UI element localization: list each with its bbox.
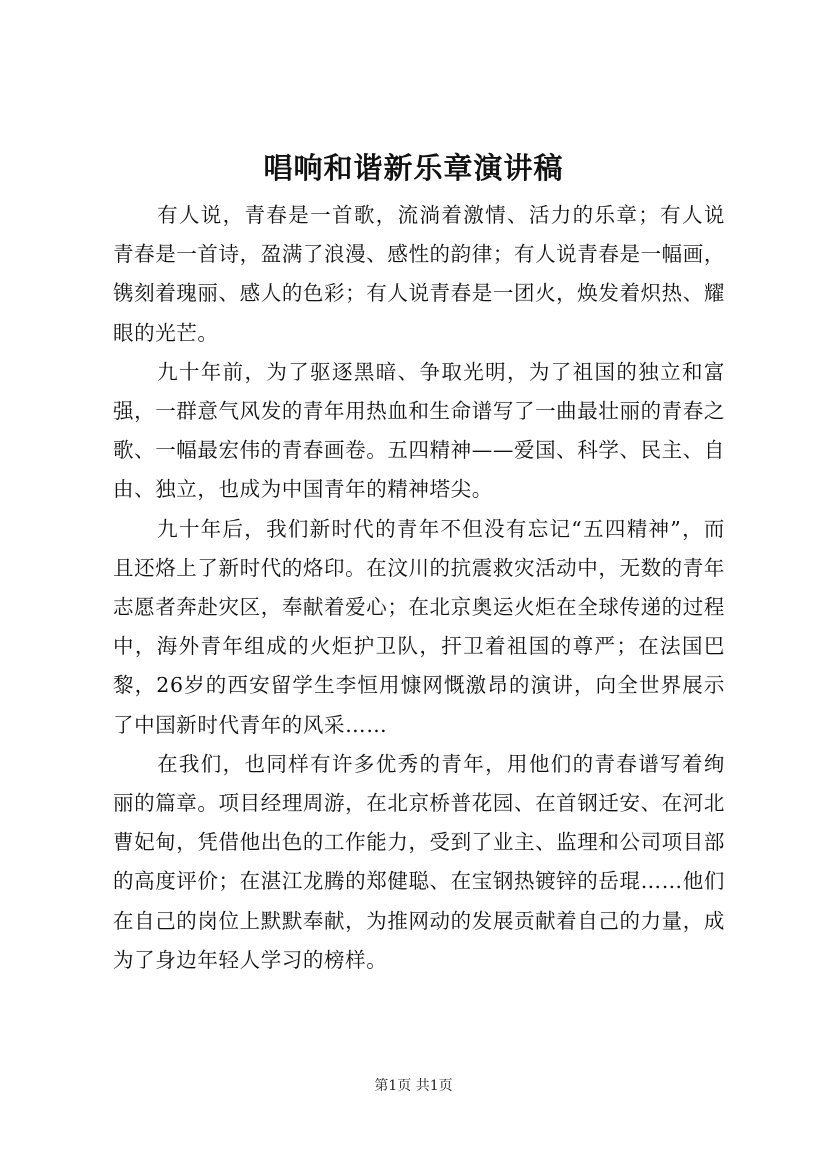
document-title: 唱响和谐新乐章演讲稿 bbox=[263, 151, 564, 185]
page-footer: 第1页 共1页 bbox=[374, 1078, 453, 1094]
document-body bbox=[113, 196, 725, 980]
paragraph-1: 有人说，青春是一首歌，流淌着激情、活力的乐章；有人说青春是一首诗，盈满了浪漫、感性的韵律；有人说青春是一幅画，镌刻着瑰丽、感人的色彩；有人说青春是一团火，焕发着炽热、耀眼的光芒。 bbox=[113, 203, 725, 345]
paragraph-3: 九十年后，我们新时代的青年不但没有忘记“五四精神”，而且还烙上了新时代的烙印。在汶川的抗震救灾活动中，无数的青年志愿者奔赴灾区，奉献着爱心；在北京奥运火炬在全球传递的过程中，海外青年组成的火炬护卫队，扞卫着祖国的尊严；在法国巴黎，26岁的西安留学生李恒用慷网慨激昂的演讲，向全世界展示了中国新时代青年的风采…… bbox=[113, 516, 725, 737]
paragraph-2: 九十年前，为了驱逐黑暗、争取光明，为了祖国的独立和富强，一群意气风发的青年用热血和生命谱写了一曲最壮丽的青春之歌、一幅最宏伟的青春画卷。五四精神——爱国、科学、民主、自由、独立，也成为中国青年的精神塔尖。 bbox=[113, 359, 725, 502]
paragraph-4: 在我们，也同样有许多优秀的青年，用他们的青春谱写着绚丽的篇章。项目经理周游，在北京桥普花园、在首钢迁安、在河北曹妃甸，凭借他出色的工作能力，受到了业主、监理和公司项目部的高度评价；在湛江龙腾的郑健聪、在宝钢热镀锌的岳琨……他们在自己的岗位上默默奉献，为推网动的发展贡献着自己的力量，成为了身边年轻人学习的榜样。 bbox=[113, 751, 725, 972]
